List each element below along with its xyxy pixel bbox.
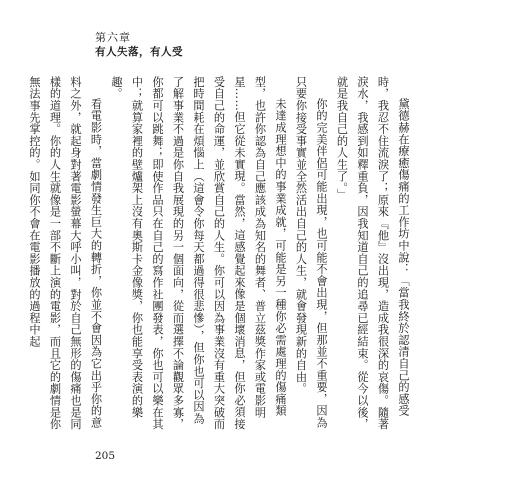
page-number: 205 <box>95 450 116 462</box>
paragraph: 黛德赫在療癒傷痛的工作坊中說：「當我終於認清自己的感受時，我忍不住流淚了；原來『他』沒出現，造成我很深的哀傷。隨著淚水，我感到如釋重負，因我知道自己的追尋已經結束。從今以後，就是我自己的人生了。」 <box>335 76 410 430</box>
paragraph: 未達成理想中的事業成就，可能是另一種你必需處理的傷痛類型，也許你認為自己應該成為知名的舞者、普立茲獎作家或電影明星……但它從未實現。當然，這感覺起來像是個壞消息，但你必須接受自己的命運，並欣賞自己的人生。你可以因為事業沒有重大突破而把時間耗在煩惱上（這會令你每天都過得很悲慘），但你也可以因為了解事業不過是你自我展現的另一個面向，從而選擇不論觀眾多寡，你都可以跳舞；即使作品只在自己的寫作社團發表，你也可以樂在其中；就算家裡的壁爐架上沒有奧斯卡金像獎，你也能享受表演的樂趣。 <box>110 76 287 430</box>
paragraph: 你的完美伴侶可能出現，也可能不會出現，但那並不重要，因為只要你接受事實並全然活出自己的人生，就會發現新的自由。 <box>294 76 328 429</box>
chapter-heading: 第六章 <box>95 31 131 44</box>
paragraph: 看電影時，當劇情發生巨大的轉折，你並不會因為它出乎你的意料之外，就起身對著電影螢幕大呼小叫，對於自己無形的傷痛也是同樣的道理。你的人生就像是一部不斷上演的電影，而且它的劇情是你無法事先掌控的。如同你不會在電影播放的過程中起 <box>28 76 103 430</box>
chapter-subtitle: 有人失落，有人受 <box>95 46 183 58</box>
vertical-body-text <box>28 76 413 436</box>
